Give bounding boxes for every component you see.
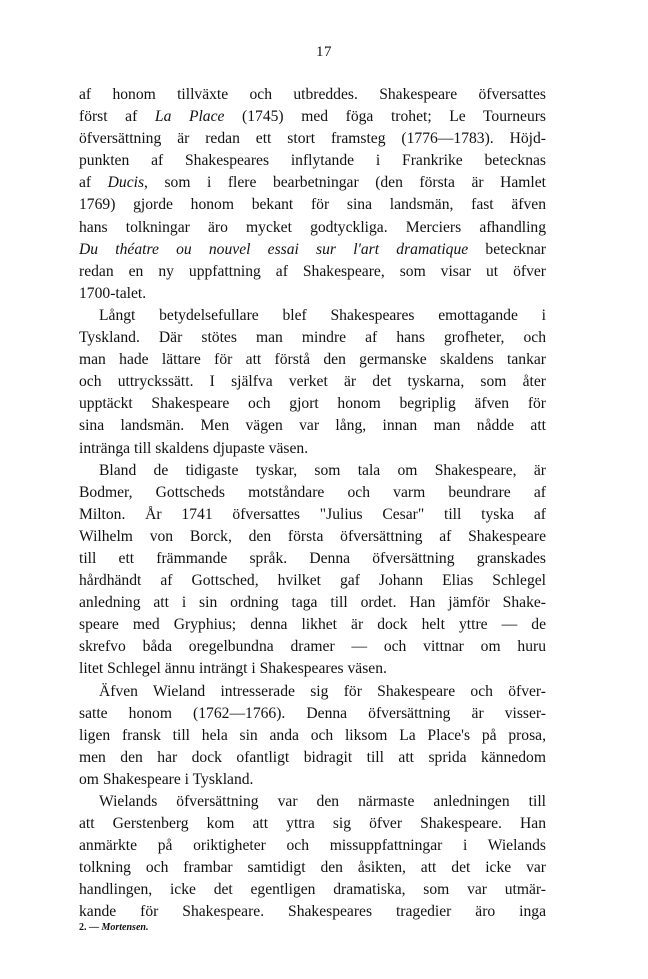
text-segment: litet Schlegel ännu inträngt i Shakespeares väsen. xyxy=(79,660,387,678)
text-line xyxy=(79,106,546,128)
text-line xyxy=(79,217,546,239)
page-number: 17 xyxy=(316,44,332,60)
text-segment: Bodmer, Gottscheds motståndare och varm beundrare af xyxy=(79,483,546,501)
signature-number: 2. — xyxy=(79,922,99,933)
text-line xyxy=(79,747,546,769)
text-line xyxy=(79,239,546,261)
text-line xyxy=(79,614,546,636)
text-line xyxy=(79,548,546,570)
text-segment: punkten af Shakespeares inflytande i Frankrike betecknas xyxy=(79,152,546,170)
text-segment: betecknar xyxy=(468,240,546,258)
text-segment: handlingen, icke det egentligen dramatiska, som var utmär- xyxy=(79,881,546,899)
text-segment: att Gerstenberg kom att yttra sig öfver Shakespeare. Han xyxy=(79,815,546,833)
text-line xyxy=(79,769,546,791)
text-line xyxy=(79,415,546,437)
text-line xyxy=(79,725,546,747)
text-segment: men den har dock ofantligt bidragit till att sprida kännedom xyxy=(79,748,546,766)
text-segment: tolkning och frambar samtidigt den åsikten, att det icke var xyxy=(79,859,546,877)
text-segment: skrefvo båda oregelbundna dramer — och vittnar om huru xyxy=(79,638,546,656)
text-line xyxy=(79,901,546,923)
text-line xyxy=(79,791,546,813)
text-line xyxy=(79,681,546,703)
text-segment: Wielands öfversättning var den närmaste anledningen till xyxy=(99,793,546,810)
text-line xyxy=(79,879,546,901)
text-segment: af xyxy=(79,174,108,192)
text-segment: Tyskland. Där stötes man mindre af hans grofheter, och xyxy=(79,329,546,347)
text-segment: hårdhändt af Gottsched, hvilket gaf Johann Elias Schlegel xyxy=(79,572,546,590)
text-segment: sina landsmän. Men vägen var lång, innan man nådde att xyxy=(79,417,546,435)
text-segment: först af xyxy=(79,108,155,126)
text-segment: 1769) gjorde honom bekant för sina landsmän, fast äfven xyxy=(79,196,546,214)
signature-name: Mortensen. xyxy=(101,922,149,933)
text-segment: till ett främmande språk. Denna öfversättning granskades xyxy=(79,549,546,567)
printer-signature xyxy=(79,922,148,933)
text-segment: 1700-talet. xyxy=(79,284,147,302)
text-line xyxy=(79,128,546,150)
text-line xyxy=(79,460,546,482)
text-line xyxy=(79,150,546,172)
text-line xyxy=(79,857,546,879)
text-segment: Äfven Wieland intresserade sig för Shakespeare och öfver- xyxy=(99,682,546,700)
text-line xyxy=(79,636,546,658)
text-segment: (1745) med föga trohet; Le Tourneurs xyxy=(224,108,546,126)
text-segment: och uttryckssätt. I själfva verket är det tyskarna, som åter xyxy=(79,373,546,391)
text-line xyxy=(79,283,546,305)
text-segment: Bland de tidigaste tyskar, som tala om Shakespeare, är xyxy=(99,461,546,479)
text-segment: kande för Shakespeare. Shakespeares tragedier äro inga xyxy=(79,903,546,921)
text-segment: af honom tillväxte och utbreddes. Shakespeare öfversattes xyxy=(79,86,546,103)
text-line xyxy=(79,261,546,283)
text-line xyxy=(79,393,546,415)
text-segment: Wilhelm von Borck, den första öfversättning af Shakespeare xyxy=(79,527,546,545)
text-segment: intränga till skaldens djupaste väsen. xyxy=(79,439,309,457)
italic-title: Ducis xyxy=(107,174,145,192)
text-line xyxy=(79,703,546,725)
text-segment: satte honom (1762—1766). Denna öfversättning är visser- xyxy=(79,704,546,722)
text-line xyxy=(79,504,546,526)
text-segment: ligen fransk till hela sin anda och liksom La Place's på prosa, xyxy=(79,726,546,744)
text-segment: anmärkte på oriktigheter och missuppfattningar i Wielands xyxy=(79,837,546,855)
text-line xyxy=(79,349,546,371)
text-segment: Långt betydelsefullare blef Shakespeares emottagande i xyxy=(99,306,546,324)
text-segment: öfversättning är redan ett stort framsteg (1776—1783). Höjd- xyxy=(79,130,546,148)
text-segment: upptäckt Shakespeare och gjort honom begriplig äfven för xyxy=(79,395,546,413)
text-line xyxy=(79,592,546,614)
text-line xyxy=(79,570,546,592)
text-line xyxy=(79,835,546,857)
text-line xyxy=(79,658,546,680)
text-line xyxy=(79,84,546,106)
body-text xyxy=(79,84,546,924)
text-line xyxy=(79,371,546,393)
italic-title: La Place xyxy=(154,108,225,126)
text-line xyxy=(79,305,546,327)
text-segment: man hade lättare för att förstå den germanske skaldens tankar xyxy=(79,351,546,369)
text-segment: anledning att i sin ordning taga till ordet. Han jämför Shake- xyxy=(79,594,546,612)
text-segment: hans tolkningar äro mycket godtyckliga. Merciers afhandling xyxy=(79,218,546,236)
text-line xyxy=(79,194,546,216)
text-segment: om Shakespeare i Tyskland. xyxy=(79,770,254,788)
text-line xyxy=(79,482,546,504)
text-line xyxy=(79,327,546,349)
text-line xyxy=(79,438,546,460)
text-line xyxy=(79,172,546,194)
text-segment: speare med Gryphius; denna likhet är dock helt yttre — de xyxy=(79,616,546,634)
text-line xyxy=(79,526,546,548)
text-segment: Milton. År 1741 öfversattes "Julius Cesar" till tyska af xyxy=(79,505,546,523)
text-line xyxy=(79,813,546,835)
italic-title: Du théatre ou nouvel essai sur l'art dramatique xyxy=(79,240,469,258)
text-segment: redan en ny uppfattning af Shakespeare, som visar ut öfver xyxy=(79,262,546,280)
text-segment: , som i flere bearbetningar (den första är Hamlet xyxy=(144,174,546,192)
